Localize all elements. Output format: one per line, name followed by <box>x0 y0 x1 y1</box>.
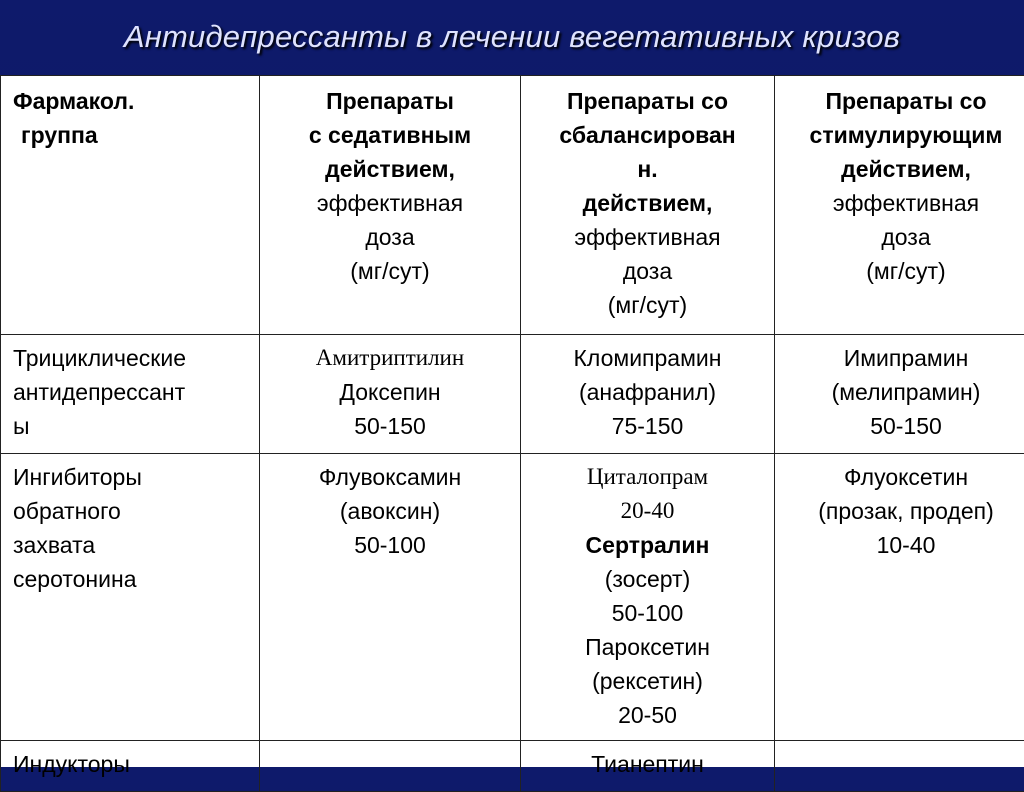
group-line: серотонина <box>13 562 259 596</box>
header-line: действием, <box>260 152 520 186</box>
sedative-cell <box>260 454 521 741</box>
drug-line: Кломипрамин <box>521 341 774 375</box>
dose-line: 20-50 <box>521 698 774 732</box>
table-header-row <box>1 76 1024 335</box>
stimulating-cell <box>775 454 1024 741</box>
header-line: эффективная <box>260 186 520 220</box>
header-line: Препараты со <box>521 84 774 118</box>
stimulating-cell <box>775 335 1024 454</box>
balanced-cell <box>521 741 775 792</box>
drug-line: Сертралин <box>521 528 774 562</box>
drug-line: Тианептин <box>521 747 774 781</box>
group-line: обратного <box>13 494 259 528</box>
drug-line: Доксепин <box>260 375 520 409</box>
table-row-inducers <box>1 741 1024 792</box>
group-cell <box>1 335 260 454</box>
group-cell <box>1 454 260 741</box>
header-balanced-cell <box>521 76 775 335</box>
header-group-line: Фармакол. <box>13 84 259 118</box>
table-row-tricyclic <box>1 335 1024 454</box>
drug-line: Имипрамин <box>775 341 1024 375</box>
header-line: Препараты со <box>775 84 1024 118</box>
header-line: (мг/сут) <box>775 254 1024 288</box>
group-line: антидепрессант <box>13 375 259 409</box>
dose-line: 20-40 <box>521 494 774 528</box>
header-line: доза <box>521 254 774 288</box>
header-line: доза <box>775 220 1024 254</box>
drug-line: Флуоксетин <box>775 460 1024 494</box>
drug-line: Флувоксамин <box>260 460 520 494</box>
drug-line: Пароксетин <box>521 630 774 664</box>
header-line: с седативным <box>260 118 520 152</box>
dose-line: 50-100 <box>521 596 774 630</box>
sedative-cell <box>260 741 521 792</box>
header-line: сбалансирован <box>521 118 774 152</box>
sedative-cell <box>260 335 521 454</box>
dose-line: 75-150 <box>521 409 774 443</box>
header-group-cell <box>1 76 260 335</box>
drug-line: (мелипрамин) <box>775 375 1024 409</box>
drug-line: (авоксин) <box>260 494 520 528</box>
drug-line: Циталопрам <box>521 460 774 494</box>
dose-line: 50-150 <box>775 409 1024 443</box>
header-line: эффективная <box>521 220 774 254</box>
header-line: действием, <box>775 152 1024 186</box>
group-line: Индукторы <box>13 747 259 781</box>
drug-line: (анафранил) <box>521 375 774 409</box>
header-line: действием, <box>521 186 774 220</box>
stimulating-cell <box>775 741 1024 792</box>
header-stimulating-cell <box>775 76 1024 335</box>
balanced-cell <box>521 454 775 741</box>
header-line: доза <box>260 220 520 254</box>
group-line: захвата <box>13 528 259 562</box>
header-sedative-cell <box>260 76 521 335</box>
drug-line: (зосерт) <box>521 562 774 596</box>
drug-line: Амитриптилин <box>260 341 520 375</box>
table-row-ssri <box>1 454 1024 741</box>
dose-line: 10-40 <box>775 528 1024 562</box>
header-line: Препараты <box>260 84 520 118</box>
header-line: (мг/сут) <box>521 288 774 322</box>
dose-line: 50-100 <box>260 528 520 562</box>
dose-line: 50-150 <box>260 409 520 443</box>
group-line: Трициклические <box>13 341 259 375</box>
header-line: н. <box>521 152 774 186</box>
header-line: эффективная <box>775 186 1024 220</box>
balanced-cell <box>521 335 775 454</box>
group-line: Ингибиторы <box>13 460 259 494</box>
antidepressant-table <box>0 75 1024 767</box>
drug-line: (рексетин) <box>521 664 774 698</box>
group-line: ы <box>13 409 259 443</box>
header-line: стимулирующим <box>775 118 1024 152</box>
drug-line: (прозак, продеп) <box>775 494 1024 528</box>
header-group-line: группа <box>13 118 259 152</box>
header-line: (мг/сут) <box>260 254 520 288</box>
slide-title: Антидепрессанты в лечении вегетативных кризов <box>0 0 1024 74</box>
group-cell <box>1 741 260 792</box>
